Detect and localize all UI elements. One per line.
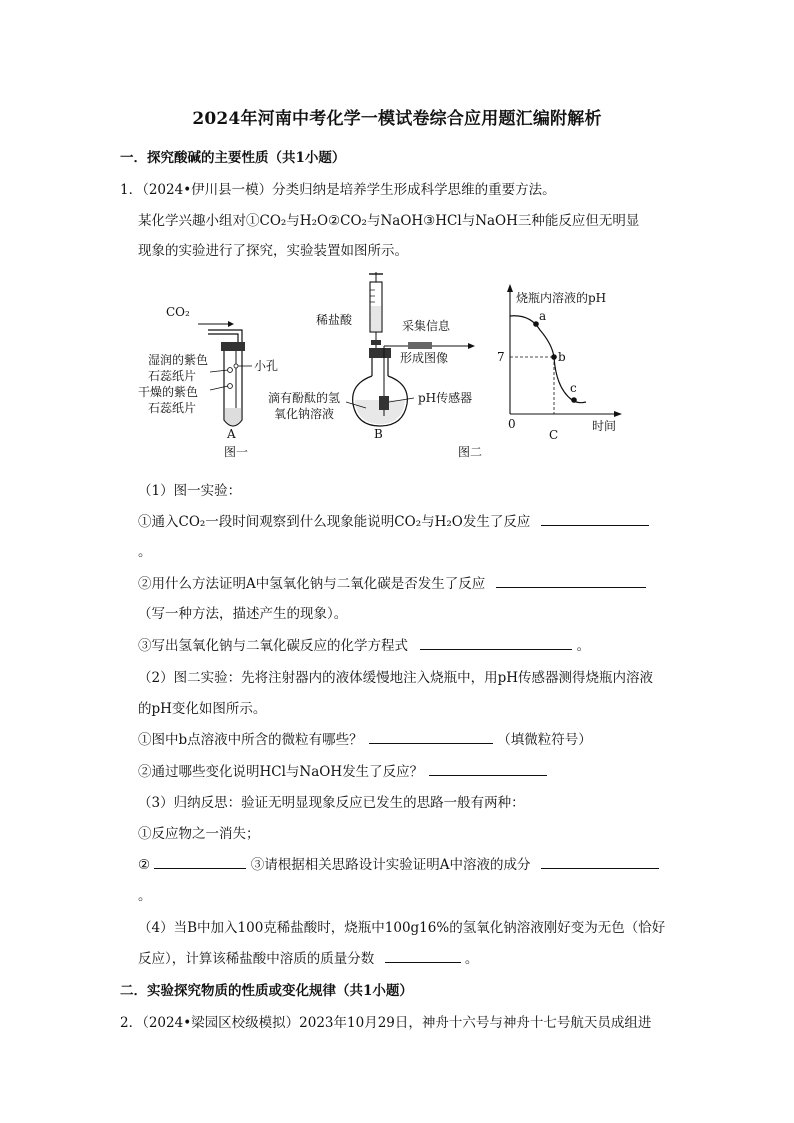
- part1-q1-text: ①通入CO₂一段时间观察到什么现象能说明CO₂与H₂O发生了反应: [138, 514, 531, 530]
- document-title: 2024年河南中考化学一模试卷综合应用题汇编附解析: [192, 109, 602, 129]
- wet-paper-label-1: 湿润的紫色: [148, 353, 209, 367]
- dry-paper-label-1: 干燥的紫色: [138, 385, 199, 399]
- part2-q2-text: ②通过哪些变化说明HCl与NaOH发生了反应？: [138, 764, 424, 780]
- section-1-heading: 一．探究酸碱的主要性质（共1小题）: [120, 150, 346, 166]
- part1-q1-end: 。: [138, 544, 152, 560]
- q2-intro: 2．（2024•梁园区校级模拟）2023年10月29日，神舟十六号与神舟十七号航天员成组进: [120, 1015, 652, 1031]
- part1-q2-note: （写一种方法，描述产生的现象）。: [138, 606, 348, 622]
- part2-q1-text: ①图中b点溶液中所含的微粒有哪些？: [138, 732, 363, 748]
- part4-end: 。: [464, 951, 479, 967]
- part1-q2: [138, 572, 646, 592]
- apparatus-b-label: B: [374, 427, 383, 441]
- part1-q3-end: 。: [576, 638, 591, 654]
- ph-sensor-label: pH传感器: [418, 391, 473, 405]
- section-2-heading: 二．实验探究物质的性质或变化规律（共1小题）: [120, 983, 413, 999]
- part3-q2: [138, 853, 659, 873]
- part1-q1: [138, 510, 649, 530]
- apparatus-a-label: A: [227, 427, 236, 441]
- experiment-figure: [138, 268, 630, 468]
- form-graph-label: 形成图像: [400, 351, 449, 365]
- part3-q1: ①反应物之一消失；: [138, 826, 260, 842]
- part3-heading: （3）归纳反思：验证无明显现象反应已发生的思路一般有两种：: [138, 795, 525, 811]
- part4-line-a: （4）当B中加入100克稀盐酸时，烧瓶中100g16%的氢氧化钠溶液刚好变为无色（恰好: [138, 920, 666, 936]
- part1-q3-text: ③写出氢氧化钠与二氧化碳反应的化学方程式: [138, 638, 408, 654]
- part3-end: 。: [138, 888, 152, 904]
- solution-label-2: 氧化钠溶液: [274, 407, 335, 421]
- time-axis-label: 时间: [592, 419, 617, 433]
- q1-line1: 某化学兴趣小组对①CO₂与H₂O②CO₂与NaOH③HCl与NaOH三种能反应但无明显: [138, 213, 640, 229]
- answer-blank[interactable]: [541, 854, 659, 869]
- dry-paper-label-2: 石蕊纸片: [148, 401, 197, 415]
- acid-label: 稀盐酸: [316, 313, 353, 327]
- part3-q2-prefix: ②: [138, 857, 151, 873]
- collect-info-label: 采集信息: [402, 319, 451, 333]
- point-b-label: b: [558, 350, 566, 364]
- figure-1-caption: 图一: [224, 445, 249, 459]
- answer-blank[interactable]: [420, 635, 572, 650]
- apparatus-a: [138, 305, 278, 459]
- hole-label: 小孔: [254, 359, 279, 373]
- co2-label: CO₂: [166, 305, 190, 319]
- part2-heading-b: 的pH变化如图所示。: [138, 701, 267, 717]
- part1-q3: [138, 634, 590, 654]
- answer-blank[interactable]: [541, 511, 649, 526]
- answer-blank[interactable]: [496, 573, 646, 588]
- part2-heading-a: （2）图二实验：先将注射器内的液体缓慢地注入烧瓶中，用pH传感器测得烧瓶内溶液: [138, 670, 654, 686]
- part4-text: 反应），计算该稀盐酸中溶质的质量分数: [138, 951, 375, 967]
- q1-intro: 1．（2024•伊川县一模）分类归纳是培养学生形成科学思维的重要方法。: [120, 182, 556, 198]
- part3-q3-text: ③请根据相关思路设计实验证明A中溶液的成分: [250, 857, 531, 873]
- part2-q1-note: （填微粒符号）: [497, 732, 592, 748]
- answer-blank[interactable]: [154, 854, 246, 869]
- ph-tick-7: 7: [497, 350, 505, 364]
- answer-blank[interactable]: [385, 948, 461, 963]
- point-a-label: a: [539, 309, 547, 323]
- point-c-axis-label: C: [549, 428, 559, 442]
- wet-paper-label-2: 石蕊纸片: [148, 369, 197, 383]
- figure-2-caption: 图二: [458, 445, 483, 459]
- chart-origin: 0: [508, 417, 516, 431]
- q1-line2: 现象的实验进行了探究，实验装置如图所示。: [138, 243, 408, 259]
- point-c-label: c: [570, 381, 577, 395]
- ph-axis-label: 烧瓶内溶液的pH: [516, 291, 607, 305]
- apparatus-b: [268, 272, 475, 441]
- answer-blank[interactable]: [429, 761, 547, 776]
- ph-chart: [458, 284, 622, 459]
- solution-label-1: 滴有酚酞的氢: [268, 391, 341, 405]
- part1-q2-text: ②用什么方法证明A中氢氧化钠与二氧化碳是否发生了反应: [138, 576, 486, 592]
- part2-q2: [138, 760, 547, 780]
- part1-heading: （1）图一实验：: [138, 483, 242, 499]
- part4-line-b: [138, 947, 478, 967]
- part2-q1: [138, 728, 592, 748]
- answer-blank[interactable]: [369, 729, 493, 744]
